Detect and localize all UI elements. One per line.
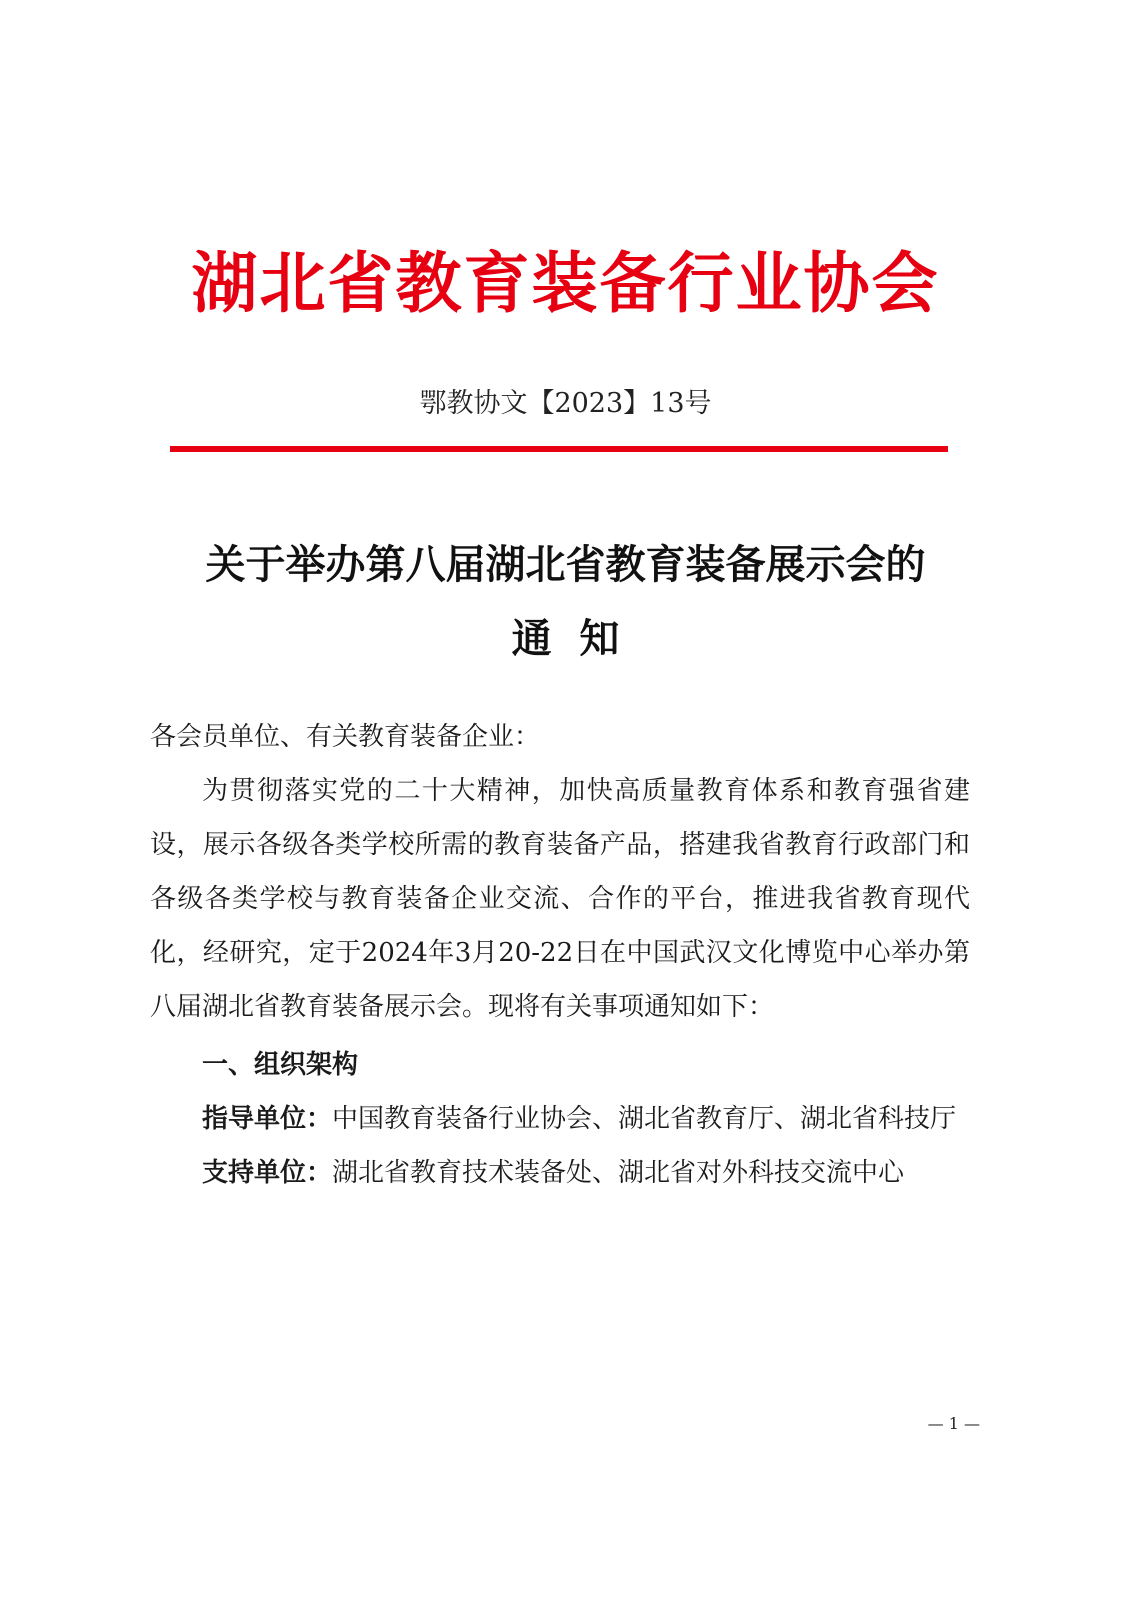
support-units-paragraph [150,1146,970,1200]
notice-title-line-2: 通 知 [511,615,620,662]
intro-paragraph: 为贯彻落实党的二十大精神，加快高质量教育体系和教育强省建设，展示各级各类学校所需的教育装备产品，搭建我省教育行政部门和各级各类学校与教育装备企业交流、合作的平台，推进我省教育现代化，经研究，定于2024年3月20-22日在中国武汉文化博览中心举办第八届湖北省教育装备展示会。现将有关事项通知如下： [150,776,970,1022]
notice-title [0,528,1131,676]
support-units-label: 支持单位： [202,1158,333,1188]
guide-units-value: 中国教育装备行业协会、湖北省教育厅、湖北省科技厅 [332,1104,957,1134]
support-units-value: 湖北省教育技术装备处、湖北省对外科技交流中心 [332,1158,905,1188]
red-divider-rule [170,446,948,452]
document-number: 鄂教协文【2023】13号 [419,388,712,419]
notice-title-line-1: 关于举办第八届湖北省教育装备展示会的 [205,541,926,588]
notice-body [150,710,970,1200]
guide-units-label: 指导单位： [202,1104,333,1134]
salutation: 各会员单位、有关教育装备企业： [150,722,541,752]
organization-title: 湖北省教育装备行业协会 [191,244,940,322]
section-heading-organization: 一、组织架构 [202,1050,359,1080]
guide-units-paragraph [150,1092,970,1146]
page-number: — 1 — [927,1414,980,1433]
